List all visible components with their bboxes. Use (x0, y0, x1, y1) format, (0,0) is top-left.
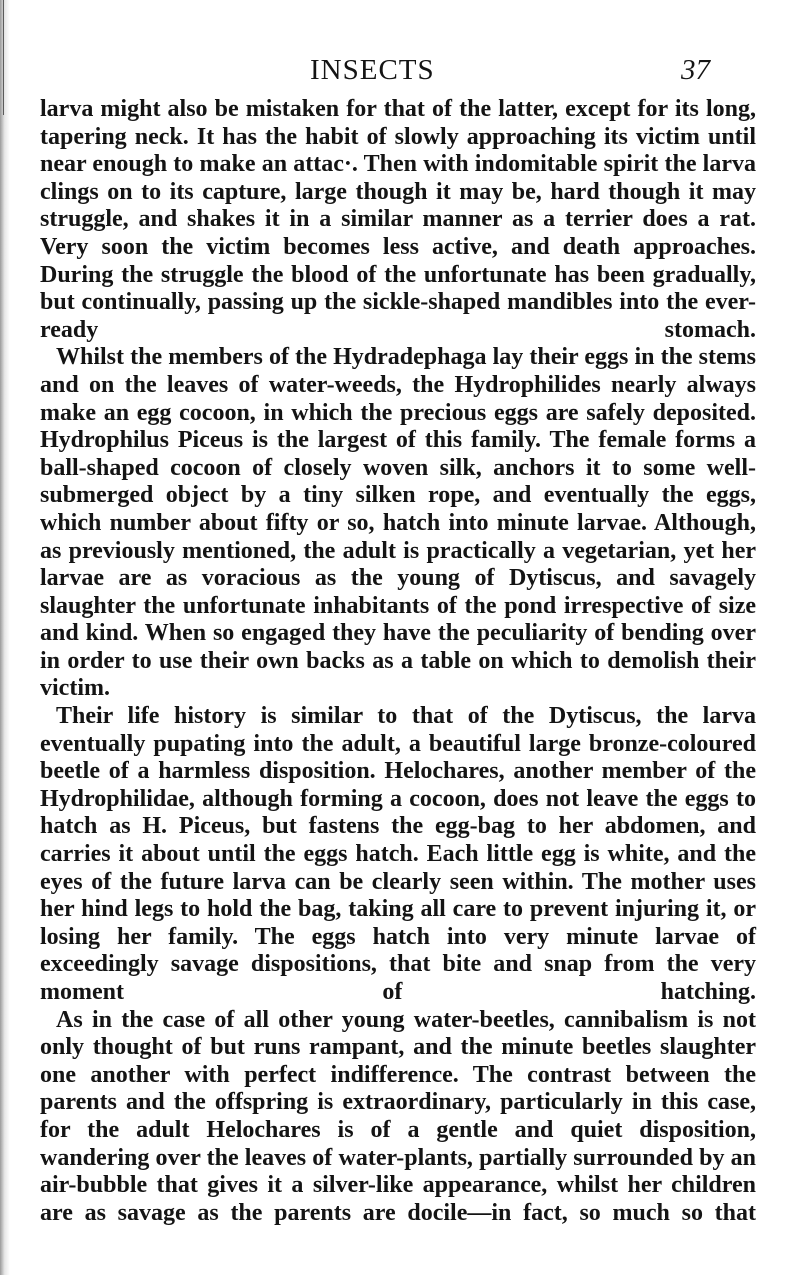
binding-gutter-shadow (0, 0, 10, 1275)
page-number: 37 (681, 54, 710, 86)
running-header (0, 53, 800, 87)
running-title: INSECTS (310, 54, 435, 86)
paragraph-2: Whilst the members of the Hydradephaga lay their eggs in the stems and on the leaves of water-weeds, the Hydrophilides nearly always make an egg cocoon, in which the precious eggs are safely deposited. Hydrophilus Piceus is the largest of this family. The female forms a ball-shaped cocoon of closely woven silk, anchors it to some well-submerged object by a tiny silken rope, and eventually the eggs, which number about fifty or so, hatch into minute larvae. Although, as previously mentioned, the adult is practically a vegetarian, yet her larvae are as voracious as the young of Dytiscus, and savagely slaughter the unfortunate inhabitants of the pond irrespective of size and kind. When so engaged they have the peculiarity of bending over in order to use their own backs as a table on which to demolish their victim. (40, 344, 756, 702)
body-text (40, 96, 756, 1227)
paragraph-3: Their life history is similar to that of the Dytiscus, the larva eventually pupating into the adult, a beautiful large bronze-coloured beetle of a harmless disposition. Helochares, another member of the Hydrophilidae, although forming a cocoon, does not leave the eggs to hatch as H. Piceus, but fastens the egg-bag to her abdomen, and carries it about until the eggs hatch. Each little egg is white, and the eyes of the future larva can be clearly seen within. The mother uses her hind legs to hold the bag, taking all care to prevent injuring it, or losing her family. The eggs hatch into very minute larvae of exceedingly savage dispositions, that bite and snap from the very moment of hatching. (40, 703, 756, 1005)
paragraph-1: larva might also be mistaken for that of the latter, except for its long, tapering neck. It has the habit of slowly approaching its victim until near enough to make an attac·. Then with indomitable spirit the larva clings on to its capture, large though it may be, hard though it may struggle, and shakes it in a similar manner as a terrier does a rat. Very soon the victim becomes less active, and death approaches. During the struggle the blood of the unfortunate has been gradually, but continually, passing up the sickle-shaped mandibles into the ever-ready stomach. (40, 96, 756, 343)
paragraph-4: As in the case of all other young water-beetles, cannibalism is not only thought of but runs rampant, and the minute beetles slaughter one another with perfect indifference. The contrast between the parents and the offspring is extraordinary, particularly in this case, for the adult Helochares is of a gentle and quiet disposition, wandering over the leaves of water-plants, partially surrounded by an air-bubble that gives it a silver-like appearance, whilst her children are as savage as the parents are docile—in fact, so much so that (40, 1006, 756, 1226)
